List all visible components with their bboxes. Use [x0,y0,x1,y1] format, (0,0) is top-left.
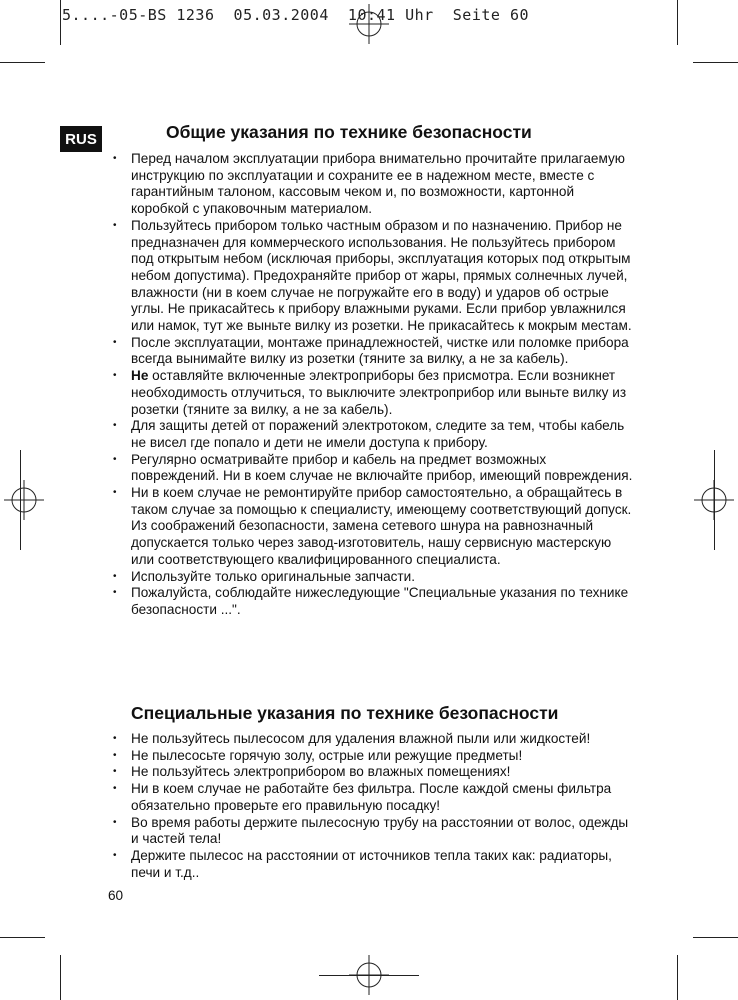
list-item [113,335,633,368]
page-number: 60 [108,888,124,903]
crop-mark [60,0,61,45]
section-title-special-safety: Специальные указания по технике безопасности [131,703,559,723]
list-item-text: Регулярно осматривайте прибор и кабель на предмет возможных повреждений. Ни в коем случае не включайте прибор, имеющий повреждения. [131,451,633,484]
list-item-text: Во время работы держите пылесосную трубу на расстоянии от волос, одежды и частей тела! [131,814,629,847]
list-item [113,781,633,814]
list-item-text: оставляйте включенные электроприборы без присмотра. Если возникнет необходимость отлучиться, то выключите электроприбор или выньте вилку из розетки (тяните за вилку, а не за кабель). [131,368,627,417]
crop-mark [60,955,61,1000]
crop-mark [677,955,678,1000]
section-title-general-safety: Общие указания по технике безопасности [166,122,532,142]
list-item-text: Ни в коем случае не работайте без фильтра. После каждой смены фильтра обязательно проверьте его правильную посадку! [131,781,612,813]
crop-mark [693,937,738,938]
list-item-text: Используйте только оригинальные запчасти. [131,568,416,584]
list-item [113,585,633,618]
list-item [113,815,633,848]
list-item [113,731,633,748]
registration-mark-left-icon [4,480,44,520]
special-safety-list [113,731,633,881]
list-item-text: После эксплуатации, монтаже принадлежностей, чистке или поломке прибора всегда вынимайте вилку из розетки (тяните за вилку, а не за кабель). [131,334,629,367]
crop-mark [693,62,738,63]
list-item [113,418,633,451]
registration-line [319,975,419,976]
list-item-text: Ни в коем случае не ремонтируйте прибор самостоятельно, а обращайтесь в таком случае за помощью к специалисту, имеющему соответствующий допуск. Из соображений безопасности, замена сетевого шнура на равнозначный допускается только через завод-изготовитель, нашу сервисную мастерскую или соответствующего квалифицированного специалиста. [131,485,632,567]
list-item-text: Пожалуйста, соблюдайте нижеследующие "Специальные указания по технике безопасности ...". [131,585,629,617]
list-item-text: Не пользуйтесь электроприбором во влажных помещениях! [131,764,511,780]
list-item [113,764,633,781]
list-item [113,569,633,586]
list-item [113,485,633,569]
crop-mark [0,62,45,63]
crop-mark [677,0,678,45]
list-item [113,848,633,881]
list-item [113,151,633,218]
list-item-text: Не пылесосьте горячую золу, острые или режущие предметы! [131,747,523,763]
list-item-text: Перед началом эксплуатации прибора внимательно прочитайте прилагаемую инструкцию по эксплуатации и сохраните ее в надежном месте, вместе с гарантийным талоном, кассовым чеком и, по возможности, картонной коробкой с упаковочным материалом. [131,151,625,217]
list-item-text: Держите пылесос на расстоянии от источников тепла таких как: радиаторы, печи и т.д.. [131,847,612,880]
list-item [113,218,633,335]
general-safety-list [113,151,633,619]
emphasis-text: Не [131,368,149,384]
registration-mark-top-icon [349,4,389,44]
list-item [113,748,633,765]
list-item-text: Для защиты детей от поражений электротоком, следите за тем, чтобы кабель не висел где попало и дети не имели доступа к прибору. [131,418,625,450]
crop-mark [0,937,45,938]
language-badge: RUS [60,126,102,152]
list-item-text: Не пользуйтесь пылесосом для удаления влажной пыли или жидкостей! [131,731,591,746]
list-item [113,452,633,485]
list-item [113,368,633,418]
registration-line [714,450,715,550]
list-item-text: Пользуйтесь прибором только частным образом и по назначению. Прибор не предназначен для коммерческого использования. Не пользуйтесь прибором под открытым небом (исключая приборы, эксплуатация которых под открытым небом допустима). Предохраняйте прибор от жары, прямых солнечных лучей, влажности (ни в коем случае не погружайте его в воду) и ударов об острые углы. Не прикасайтесь к прибору влажными руками. Если прибор увлажнился или намок, тут же выньте вилку из розетки. Не прикасайтесь к мокрым местам. [131,217,632,334]
print-slug-line: 5....-05-BS 1236 05.03.2004 10:41 Uhr Seite 60 [62,6,530,24]
registration-line [20,450,21,550]
